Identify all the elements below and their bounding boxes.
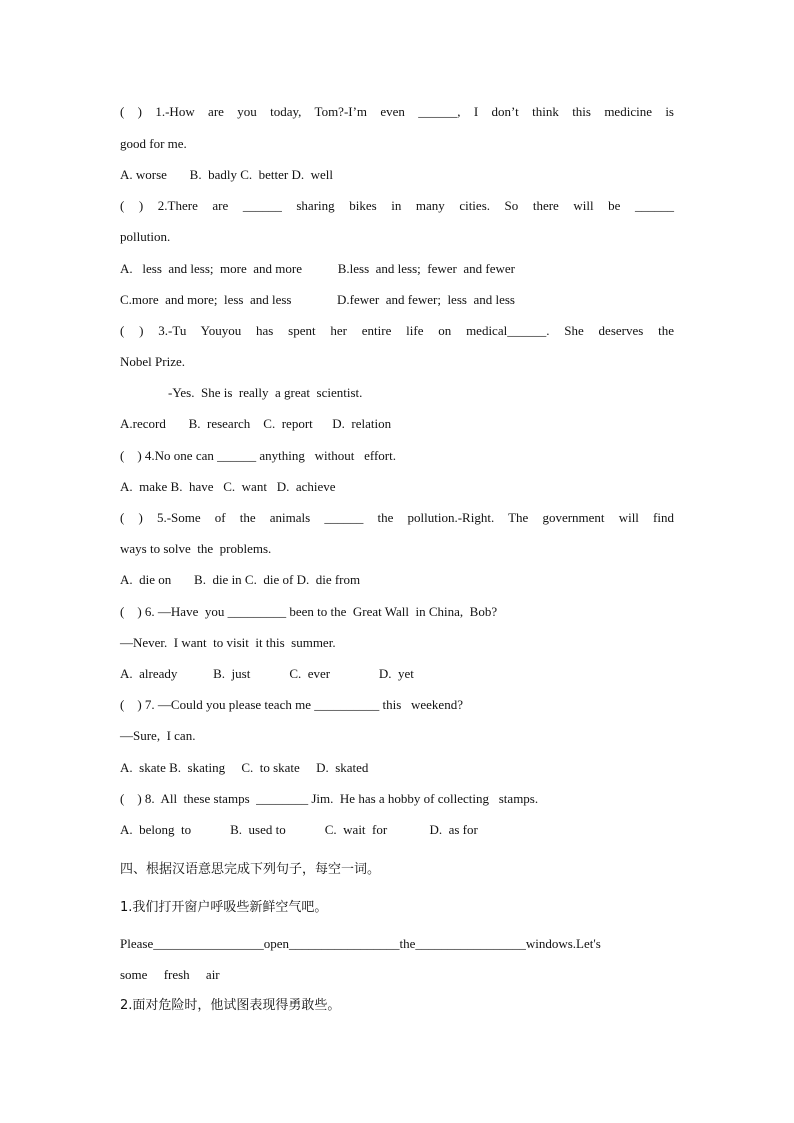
question-7-stem: ( ) 7. —Could you please teach me __________ this weekend? [120, 697, 463, 712]
question-1-options: A. worse B. badly C. better D. well [120, 167, 334, 182]
question-2-stem: ( ) 2.There are ______ sharing bikes in many cities. So there will be ______ [120, 198, 674, 213]
question-3-options: A.record B. research C. report D. relation [120, 416, 392, 431]
question-1-stem-cont: good for me. [120, 136, 187, 151]
question-2-options-cd: C.more and more; less and less D.fewer and fewer; less and less [120, 292, 515, 307]
question-6-stem: ( ) 6. —Have you _________ been to the Great Wall in China, Bob? [120, 604, 498, 619]
question-4-stem: ( ) 4.No one can ______ anything without effort. [120, 448, 396, 463]
question-3-reply: -Yes. She is really a great scientist. [168, 385, 363, 400]
question-5-options: A. die on B. die in C. die of D. die from [120, 572, 361, 587]
question-5-stem-cont: ways to solve the problems. [120, 541, 272, 556]
question-8-stem: ( ) 8. All these stamps ________ Jim. He has a hobby of collecting stamps. [120, 791, 539, 806]
question-8-options: A. belong to B. used to C. wait for D. as for [120, 822, 478, 837]
question-3-stem: ( ) 3.-Tu Youyou has spent her entire life on medical______. She deserves the [120, 323, 674, 338]
translation-1-answer-line: Please_________________open_________________the_________________windows.Let's [120, 936, 601, 951]
question-6-reply: —Never. I want to visit it this summer. [120, 635, 336, 650]
section-4-heading: 四、根据汉语意思完成下列句子，每空一词。 [120, 862, 381, 877]
translation-1-prompt: 1.我们打开窗户呼吸些新鲜空气吧。 [120, 900, 328, 915]
question-4-options: A. make B. have C. want D. achieve [120, 479, 336, 494]
translation-2-prompt: 2.面对危险时，他试图表现得勇敢些。 [120, 998, 341, 1013]
question-1-stem: ( ) 1.-How are you today, Tom?-I’m even ______, I don’t think this medicine is [120, 104, 674, 119]
question-3-stem-cont: Nobel Prize. [120, 354, 185, 369]
question-6-options: A. already B. just C. ever D. yet [120, 666, 414, 681]
question-7-options: A. skate B. skating C. to skate D. skated [120, 760, 369, 775]
question-2-options-ab: A. less and less; more and more B.less and less; fewer and fewer [120, 261, 515, 276]
question-7-reply: —Sure, I can. [120, 728, 196, 743]
question-5-stem: ( ) 5.-Some of the animals ______ the pollution.-Right. The government will find [120, 510, 674, 525]
translation-1-answer-cont: some fresh air [120, 967, 220, 982]
question-2-stem-cont: pollution. [120, 229, 171, 244]
